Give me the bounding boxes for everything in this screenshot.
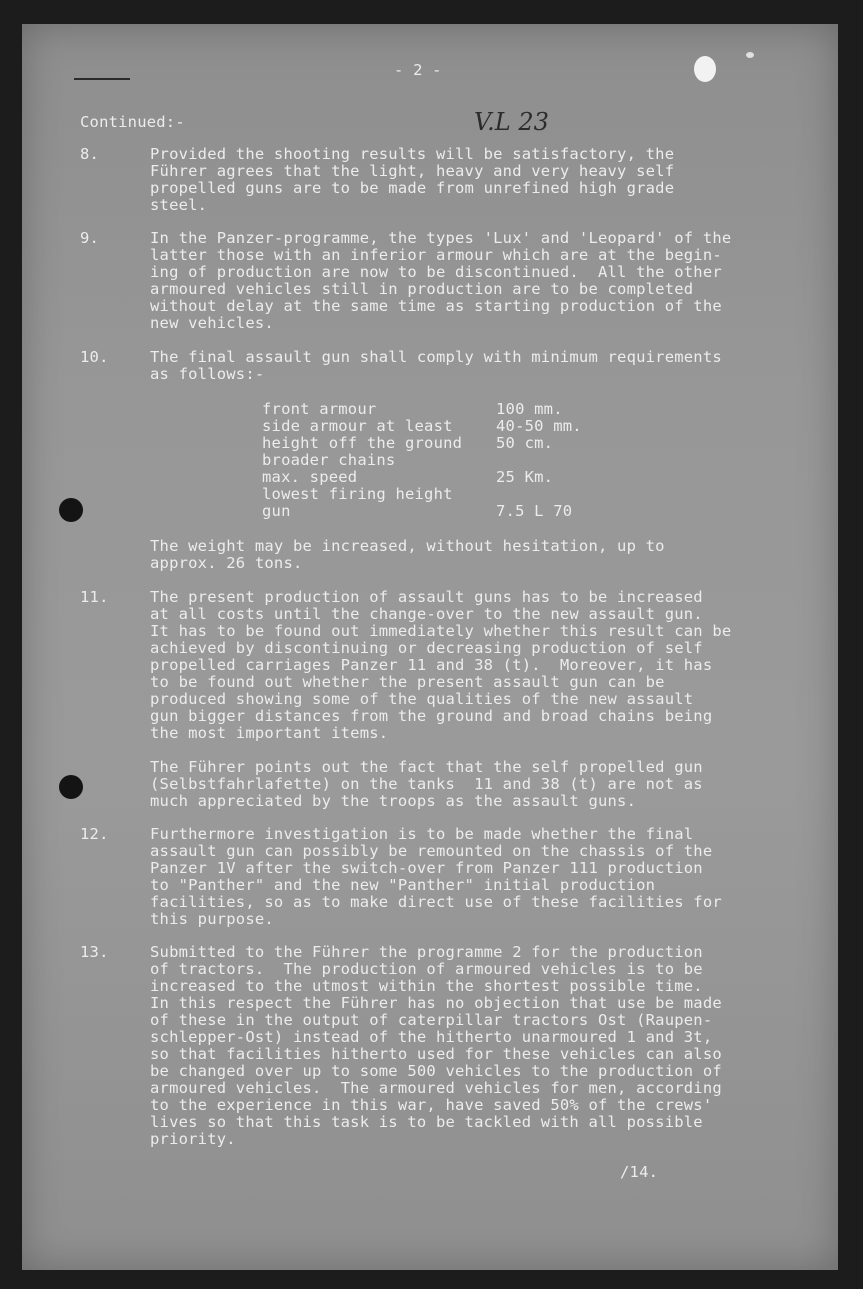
paragraph-line: latter those with an inferior armour which are at the begin- [150, 246, 722, 264]
paragraph-line: The Führer points out the fact that the self propelled gun [150, 758, 703, 776]
spec-label: max. speed [262, 468, 358, 486]
spec-value: 50 cm. [496, 434, 554, 452]
paragraph-line: propelled carriages Panzer 11 and 38 (t). Moreover, it has [150, 656, 713, 674]
paragraph-line: (Selbstfahrlafette) on the tanks 11 and 38 (t) are not as [150, 775, 703, 793]
paragraph-line: much appreciated by the troops as the assault guns. [150, 792, 637, 810]
paragraph-line: to be found out whether the present assault gun can be [150, 673, 665, 691]
item-number: 8. [80, 145, 100, 163]
paragraph-line: Panzer 1V after the switch-over from Panzer 111 production [150, 859, 703, 877]
punch-hole [59, 775, 83, 799]
paragraph-line: The present production of assault guns has to be increased [150, 588, 703, 606]
paragraph-line: without delay at the same time as starting production of the [150, 297, 722, 315]
paragraph-line: be changed over up to some 500 vehicles to the production of [150, 1062, 722, 1080]
item-number: 12. [80, 825, 109, 843]
next-page-marker: /14. [620, 1163, 659, 1181]
paragraph-line: It has to be found out immediately whether this result can be [150, 622, 732, 640]
paragraph-line: In the Panzer-programme, the types 'Lux' and 'Leopard' of the [150, 229, 732, 247]
spec-value: 40-50 mm. [496, 417, 582, 435]
paragraph-line: to "Panther" and the new "Panther" initial production [150, 876, 656, 894]
paragraph-line: at all costs until the change-over to the new assault gun. [150, 605, 703, 623]
paragraph-line: this purpose. [150, 910, 274, 928]
item-number: 9. [80, 229, 100, 247]
paragraph-line: Submitted to the Führer the programme 2 for the production [150, 943, 703, 961]
paragraph-line: of tractors. The production of armoured vehicles is to be [150, 960, 703, 978]
paragraph-line: propelled guns are to be made from unrefined high grade [150, 179, 675, 197]
spec-value: 7.5 L 70 [496, 502, 573, 520]
spec-value: 100 mm. [496, 400, 563, 418]
spec-label: gun [262, 502, 291, 520]
paragraph-line: ing of production are now to be discontinued. All the other [150, 263, 722, 281]
paragraph-line: Furthermore investigation is to be made whether the final [150, 825, 694, 843]
paragraph-line: priority. [150, 1130, 236, 1148]
paragraph-line: schlepper-Ost) instead of the hitherto unarmoured 1 and 3t, [150, 1028, 713, 1046]
continued-label: Continued:- [80, 113, 185, 131]
paper-blemish [746, 52, 754, 58]
paragraph-line: approx. 26 tons. [150, 554, 303, 572]
handwritten-reference: V.L 23 [474, 108, 549, 136]
paragraph-line: The weight may be increased, without hesitation, up to [150, 537, 665, 555]
paragraph-line: steel. [150, 196, 208, 214]
paper-blemish [694, 56, 716, 82]
pencil-mark [74, 78, 130, 80]
paragraph-line: of these in the output of caterpillar tractors Ost (Raupen- [150, 1011, 713, 1029]
paragraph-line: The final assault gun shall comply with minimum requirements [150, 348, 722, 366]
paragraph-line: so that facilities hitherto used for these vehicles can also [150, 1045, 722, 1063]
paragraph-line: as follows:- [150, 365, 265, 383]
spec-label: side armour at least [262, 417, 453, 435]
punch-hole [59, 498, 83, 522]
spec-label: broader chains [262, 451, 396, 469]
paragraph-line: achieved by discontinuing or decreasing production of self [150, 639, 703, 657]
paragraph-line: increased to the utmost within the shortest possible time. [150, 977, 703, 995]
paragraph-line: the most important items. [150, 724, 389, 742]
item-number: 13. [80, 943, 109, 961]
paragraph-line: produced showing some of the qualities of the new assault [150, 690, 694, 708]
paragraph-line: lives so that this task is to be tackled with all possible [150, 1113, 703, 1131]
paragraph-line: facilities, so as to make direct use of these facilities for [150, 893, 722, 911]
paragraph-line: In this respect the Führer has no objection that use be made [150, 994, 722, 1012]
spec-value: 25 Km. [496, 468, 554, 486]
item-number: 11. [80, 588, 109, 606]
paragraph-line: armoured vehicles. The armoured vehicles for men, according [150, 1079, 722, 1097]
spec-label: height off the ground [262, 434, 463, 452]
paragraph-line: Provided the shooting results will be satisfactory, the [150, 145, 675, 163]
paragraph-line: new vehicles. [150, 314, 274, 332]
paragraph-line: Führer agrees that the light, heavy and very heavy self [150, 162, 675, 180]
paragraph-line: armoured vehicles still in production are to be completed [150, 280, 694, 298]
paragraph-line: assault gun can possibly be remounted on the chassis of the [150, 842, 713, 860]
document-page [22, 24, 838, 1270]
page-number: - 2 - [394, 61, 442, 79]
paragraph-line: to the experience in this war, have saved 50% of the crews' [150, 1096, 713, 1114]
spec-label: front armour [262, 400, 377, 418]
paragraph-line: gun bigger distances from the ground and broad chains being [150, 707, 713, 725]
item-number: 10. [80, 348, 109, 366]
spec-label: lowest firing height [262, 485, 453, 503]
